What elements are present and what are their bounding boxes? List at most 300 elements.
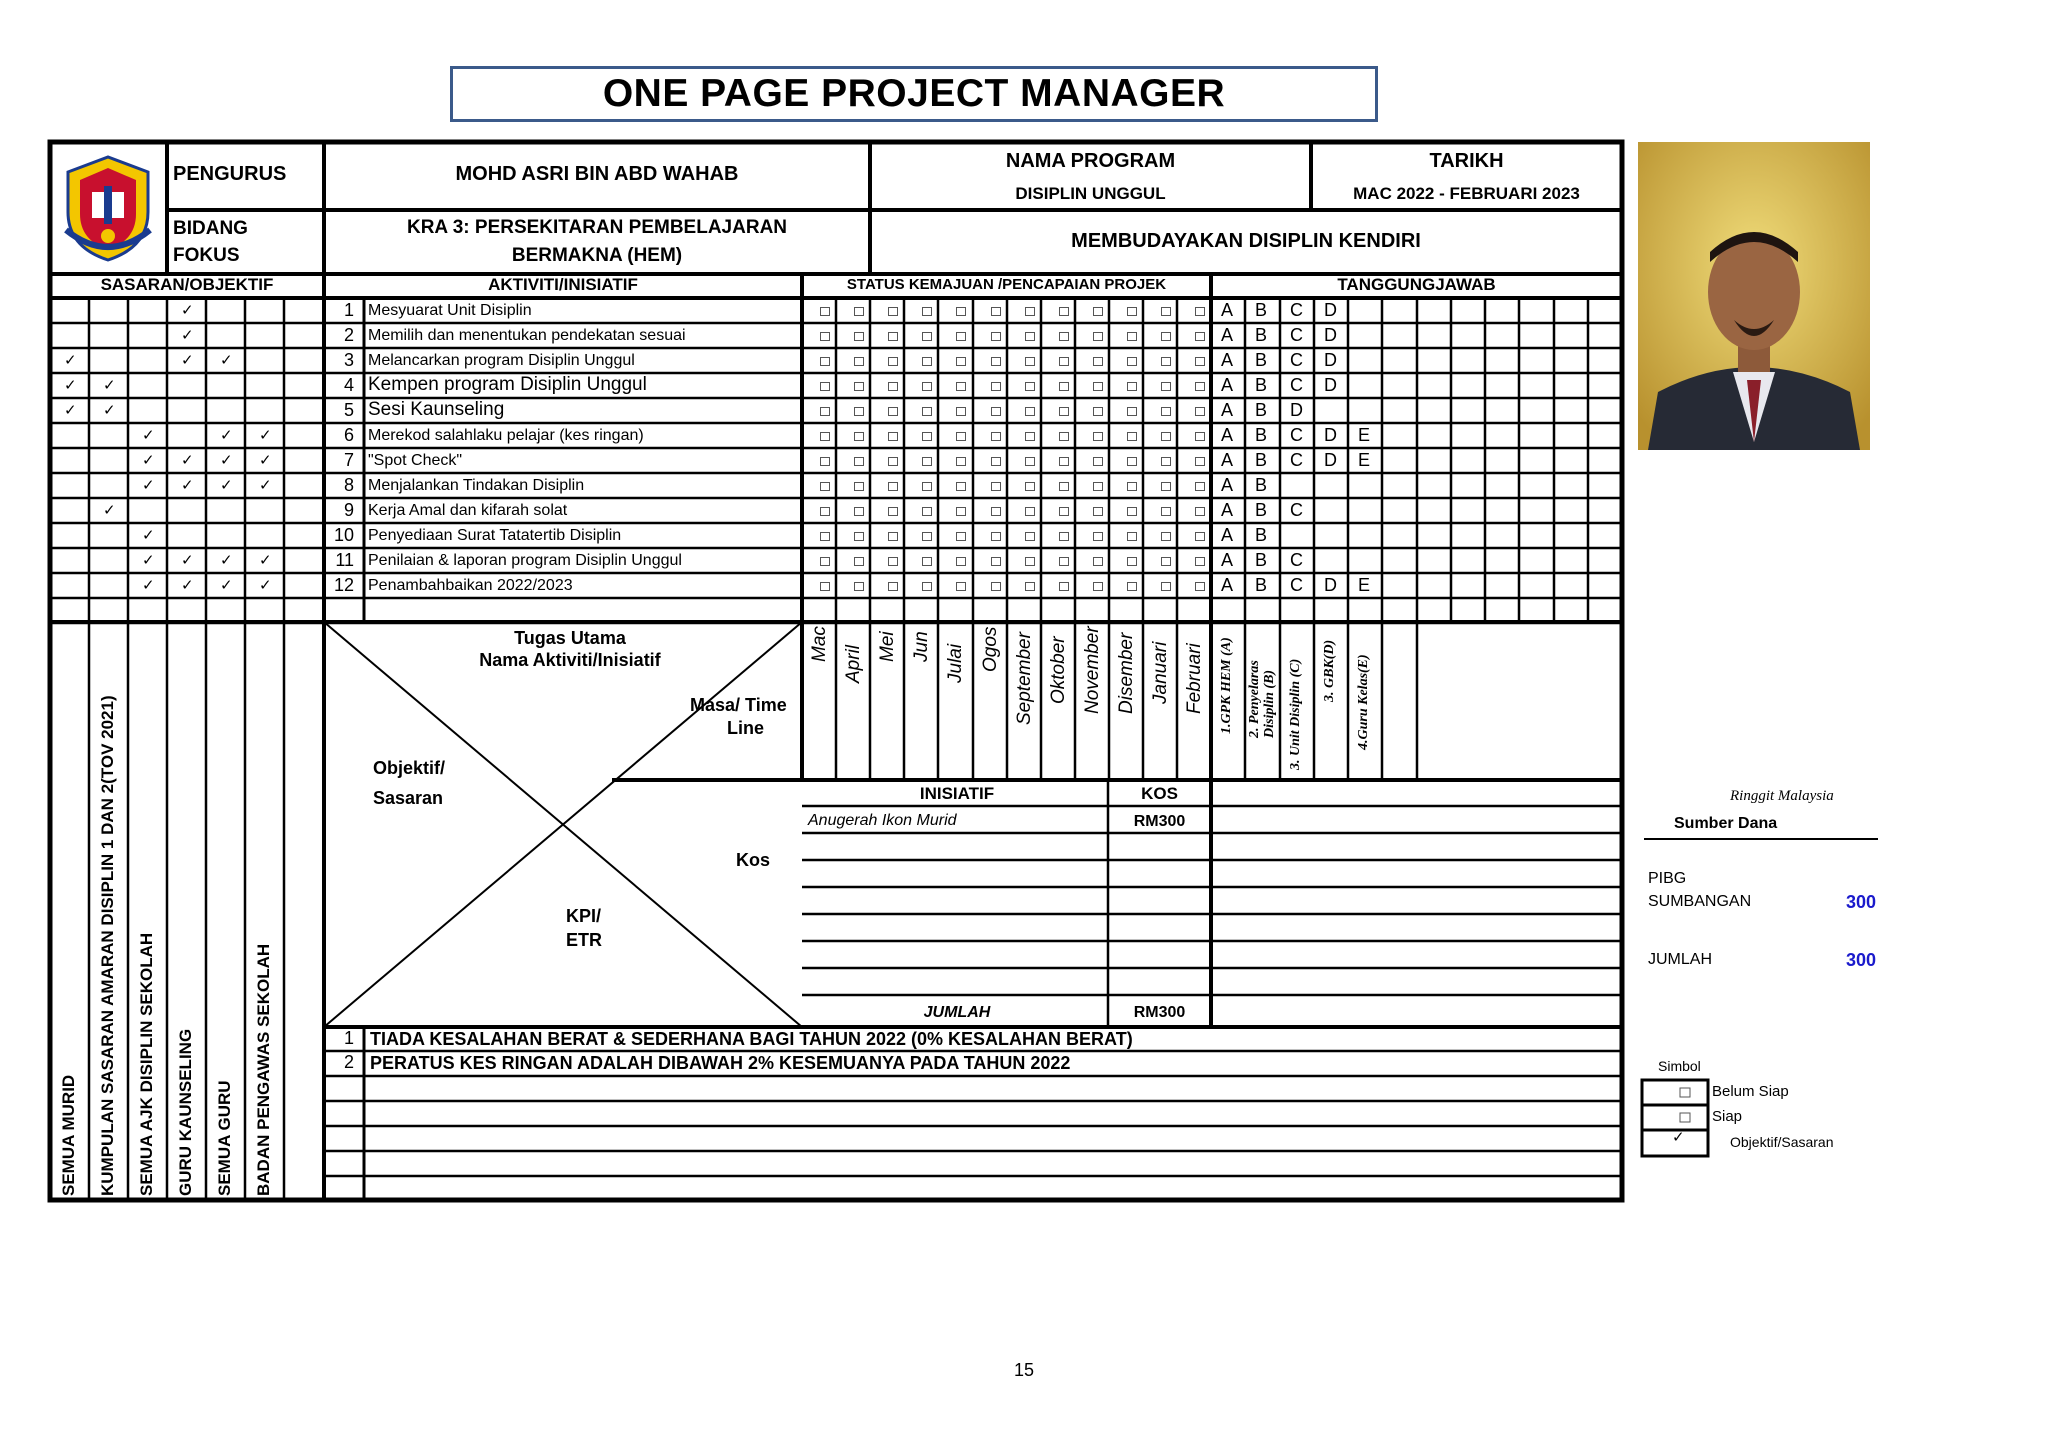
objective-label: BADAN PENGAWAS SEKOLAH	[254, 943, 273, 1196]
status-box	[1195, 332, 1205, 341]
tarikh-label: TARIKH	[1429, 150, 1504, 172]
status-box	[888, 582, 898, 591]
pengurus-value: MOHD ASRI BIN ABD WAHAB	[455, 163, 739, 185]
responsibility-letter: A	[1221, 500, 1234, 520]
status-box	[1059, 332, 1069, 341]
activity-number: 6	[343, 425, 354, 445]
objective-check-icon: ✓	[259, 452, 272, 469]
status-box	[1195, 357, 1205, 366]
legend-belum-siap: Belum Siap	[1712, 1083, 1789, 1100]
objective-check-icon: ✓	[103, 402, 116, 419]
funding-divider	[1644, 838, 1878, 840]
status-box	[922, 307, 932, 316]
status-box	[1161, 557, 1171, 566]
status-box	[1025, 557, 1035, 566]
status-box	[854, 432, 864, 441]
responsibility-letter: D	[1324, 575, 1337, 595]
status-box	[991, 507, 1001, 516]
objective-check-icon: ✓	[220, 352, 233, 369]
objective-label: SEMUA GURU	[215, 1080, 234, 1196]
status-box	[991, 307, 1001, 316]
responsibility-letter: D	[1324, 425, 1337, 445]
month-label: Jun	[911, 630, 932, 662]
status-box	[922, 532, 932, 541]
status-box	[991, 532, 1001, 541]
cost-jumlah-value: RM300	[1133, 1004, 1186, 1021]
objective-check-icon: ✓	[220, 452, 233, 469]
status-box	[1059, 557, 1069, 566]
status-box	[854, 582, 864, 591]
responsibility-letter: E	[1358, 450, 1371, 470]
activity-name: Memilih dan menentukan pendekatan sesuai	[368, 327, 686, 344]
responsibility-letter: A	[1221, 375, 1234, 395]
activity-number: 5	[343, 400, 354, 420]
month-label: Ogos	[980, 626, 1001, 672]
legend-title: Simbol	[1658, 1058, 1701, 1074]
legend-objektif: Objektif/Sasaran	[1730, 1134, 1834, 1150]
school-logo	[58, 152, 158, 264]
status-box	[956, 307, 966, 316]
status-box	[820, 557, 830, 566]
status-box	[1161, 432, 1171, 441]
status-box	[956, 432, 966, 441]
status-box	[888, 482, 898, 491]
objective-check-icon: ✓	[181, 327, 194, 344]
status-box	[1195, 482, 1205, 491]
responsibility-letter: C	[1290, 425, 1303, 445]
month-label: November	[1082, 626, 1103, 714]
status-box	[1127, 332, 1137, 341]
diagram-masa-1: Masa/ Time	[690, 695, 787, 715]
activity-number: 7	[343, 450, 354, 470]
responsibility-letter: E	[1358, 575, 1371, 595]
responsibility-letter: C	[1290, 575, 1303, 595]
status-box	[1025, 407, 1035, 416]
activity-number: 8	[343, 475, 354, 495]
status-box	[1161, 382, 1171, 391]
status-box	[991, 557, 1001, 566]
status-box	[922, 382, 932, 391]
status-box	[1195, 457, 1205, 466]
status-box	[888, 507, 898, 516]
activity-name: Sesi Kaunseling	[368, 399, 505, 420]
status-box	[1025, 507, 1035, 516]
status-box	[1025, 332, 1035, 341]
status-box	[956, 507, 966, 516]
activity-number: 2	[343, 325, 354, 345]
status-box	[922, 357, 932, 366]
status-box	[1093, 307, 1103, 316]
manager-photo	[1638, 142, 1870, 450]
responsibility-label: 3. Unit Disiplin (C)	[1288, 658, 1303, 770]
month-label: Oktober	[1048, 635, 1069, 704]
status-box	[991, 332, 1001, 341]
status-box	[1127, 307, 1137, 316]
status-box	[1195, 507, 1205, 516]
kpi-number: 2	[343, 1052, 354, 1072]
responsibility-letter: B	[1255, 500, 1268, 520]
status-box	[888, 357, 898, 366]
status-box	[854, 557, 864, 566]
status-box	[888, 532, 898, 541]
kpi-text: TIADA KESALAHAN BERAT & SEDERHANA BAGI TAHUN 2022 (0% KESALAHAN BERAT)	[370, 1029, 1133, 1049]
responsibility-letter: C	[1290, 550, 1303, 570]
status-box	[1093, 432, 1103, 441]
status-box	[991, 457, 1001, 466]
status-box	[956, 407, 966, 416]
status-box	[1127, 532, 1137, 541]
status-box	[888, 332, 898, 341]
status-box	[922, 557, 932, 566]
objective-check-icon: ✓	[220, 477, 233, 494]
pengurus-label: PENGURUS	[173, 163, 287, 185]
cost-inisiatif-header: INISIATIF	[919, 784, 995, 803]
objective-check-icon: ✓	[181, 477, 194, 494]
status-box	[1059, 532, 1069, 541]
bidang-label: BIDANG	[173, 218, 248, 239]
status-box	[820, 382, 830, 391]
status-box	[854, 482, 864, 491]
objective-check-icon: ✓	[259, 477, 272, 494]
bidang-value-line2: BERMAKNA (HEM)	[511, 245, 683, 266]
status-box	[1195, 307, 1205, 316]
status-box	[1025, 307, 1035, 316]
status-box	[1195, 382, 1205, 391]
status-box	[1025, 357, 1035, 366]
diagram-objektif-2: Sasaran	[373, 788, 444, 808]
funding-jumlah-label: JUMLAH	[1648, 951, 1713, 968]
responsibility-letter: D	[1324, 375, 1337, 395]
status-box	[820, 407, 830, 416]
status-box	[1025, 432, 1035, 441]
responsibility-letter: B	[1255, 525, 1268, 545]
responsibility-letter: A	[1221, 450, 1234, 470]
objective-check-icon: ✓	[181, 552, 194, 569]
status-box	[1059, 432, 1069, 441]
responsibility-letter: B	[1255, 325, 1268, 345]
status-box	[1093, 507, 1103, 516]
status-box	[820, 532, 830, 541]
status-box	[1025, 382, 1035, 391]
status-box	[1093, 582, 1103, 591]
status-box	[1161, 457, 1171, 466]
objective-check-icon: ✓	[142, 477, 155, 494]
objective-check-icon: ✓	[64, 377, 77, 394]
status-box	[922, 457, 932, 466]
objective-check-icon: ✓	[142, 577, 155, 594]
status-box	[854, 507, 864, 516]
funding-sumbangan-value: 300	[1845, 892, 1876, 912]
responsibility-letter: D	[1290, 400, 1303, 420]
status-box	[922, 582, 932, 591]
responsibility-letter: B	[1255, 550, 1268, 570]
diagram-kpi-2: ETR	[566, 930, 602, 950]
objective-check-icon: ✓	[181, 577, 194, 594]
status-box	[1025, 582, 1035, 591]
diagram-tugas-1: Tugas Utama	[514, 628, 626, 648]
objective-label: KUMPULAN SASARAN AMARAN DISIPLIN 1 DAN 2(TOV 2021)	[98, 695, 117, 1196]
status-box	[820, 432, 830, 441]
responsibility-label: 3. GBK(D)	[1322, 639, 1337, 702]
status-box	[956, 457, 966, 466]
responsibility-letter: A	[1221, 400, 1234, 420]
responsibility-letter: C	[1290, 500, 1303, 520]
objective-check-icon: ✓	[181, 452, 194, 469]
funding-pibg-label: PIBG	[1648, 870, 1687, 887]
responsibility-letter: A	[1221, 300, 1234, 320]
activity-number: 9	[343, 500, 354, 520]
responsibility-letter: D	[1324, 325, 1337, 345]
status-box	[991, 407, 1001, 416]
status-box	[888, 557, 898, 566]
funding-jumlah-value: 300	[1845, 950, 1876, 970]
status-box	[1093, 482, 1103, 491]
status-box	[1093, 357, 1103, 366]
status-box	[1161, 307, 1171, 316]
status-box	[1127, 457, 1137, 466]
status-box	[922, 332, 932, 341]
responsibility-letter: D	[1324, 300, 1337, 320]
objective-check-icon: ✓	[259, 427, 272, 444]
objective-check-icon: ✓	[142, 527, 155, 544]
status-box	[1059, 457, 1069, 466]
tarikh-value: MAC 2022 - FEBRUARI 2023	[1353, 184, 1580, 203]
month-label: Disember	[1116, 632, 1137, 714]
status-box	[1093, 407, 1103, 416]
status-box	[1127, 357, 1137, 366]
responsibility-letter: B	[1255, 300, 1268, 320]
status-box	[922, 507, 932, 516]
status-box	[888, 407, 898, 416]
objective-check-icon: ✓	[64, 402, 77, 419]
bidang-value-line1: KRA 3: PERSEKITARAN PEMBELAJARAN	[406, 217, 788, 238]
nama-program-value: DISIPLIN UNGGUL	[1015, 184, 1166, 203]
status-box	[1025, 532, 1035, 541]
status-box	[1127, 507, 1137, 516]
month-label: September	[1014, 631, 1035, 725]
status-box	[854, 307, 864, 316]
responsibility-letter: D	[1324, 350, 1337, 370]
responsibility-letter: A	[1221, 575, 1234, 595]
status-box	[1093, 557, 1103, 566]
responsibility-letter: C	[1290, 450, 1303, 470]
status-box	[820, 507, 830, 516]
status-box	[1127, 582, 1137, 591]
status-box	[1059, 507, 1069, 516]
activity-number: 1	[343, 300, 354, 320]
status-box	[956, 582, 966, 591]
kpi-text: PERATUS KES RINGAN ADALAH DIBAWAH 2% KESEMUANYA PADA TAHUN 2022	[370, 1053, 1071, 1073]
status-box	[991, 582, 1001, 591]
status-box	[854, 357, 864, 366]
page-title: ONE PAGE PROJECT MANAGER	[450, 66, 1378, 122]
status-box	[854, 332, 864, 341]
diagram-tugas-2: Nama Aktiviti/Inisiatif	[479, 650, 661, 670]
sasaran-header: SASARAN/OBJEKTIF	[100, 275, 274, 294]
activity-name: Penilaian & laporan program Disiplin Unggul	[368, 552, 682, 569]
status-box	[820, 307, 830, 316]
aktiviti-header: AKTIVITI/INISIATIF	[488, 275, 638, 294]
status-box	[956, 382, 966, 391]
status-box	[1127, 557, 1137, 566]
status-box	[854, 457, 864, 466]
objective-check-icon: ✓	[220, 427, 233, 444]
objective-check-icon: ✓	[259, 552, 272, 569]
diagram-kos: Kos	[736, 850, 771, 870]
activity-name: Mesyuarat Unit Disiplin	[368, 302, 532, 319]
diagram-objektif-1: Objektif/	[373, 758, 446, 778]
status-box	[1161, 357, 1171, 366]
status-box	[820, 582, 830, 591]
responsibility-letter: B	[1255, 350, 1268, 370]
status-box	[1059, 307, 1069, 316]
status-box	[888, 382, 898, 391]
status-box	[820, 482, 830, 491]
status-box	[820, 457, 830, 466]
status-box	[1059, 482, 1069, 491]
status-box	[820, 357, 830, 366]
status-box	[1161, 582, 1171, 591]
objective-check-icon: ✓	[103, 502, 116, 519]
cost-item-value: RM300	[1133, 813, 1186, 830]
status-box	[1025, 482, 1035, 491]
status-box	[1195, 407, 1205, 416]
responsibility-letter: B	[1255, 375, 1268, 395]
responsibility-letter: B	[1255, 575, 1268, 595]
status-box	[1093, 532, 1103, 541]
status-box	[854, 382, 864, 391]
activity-number: 10	[333, 525, 354, 545]
month-label: April	[843, 644, 864, 683]
legend-boxes	[1640, 1078, 1710, 1158]
objective-check-icon: ✓	[220, 577, 233, 594]
fokus-label: FOKUS	[173, 245, 240, 266]
responsibility-letter: A	[1221, 550, 1234, 570]
status-box	[1195, 557, 1205, 566]
activity-number: 11	[335, 550, 354, 570]
activity-name: Kempen program Disiplin Unggul	[368, 374, 647, 395]
status-box	[1161, 332, 1171, 341]
status-box	[956, 482, 966, 491]
activity-name: Melancarkan program Disiplin Unggul	[368, 352, 635, 369]
status-box	[1161, 532, 1171, 541]
responsibility-letter: A	[1221, 425, 1234, 445]
objective-check-icon: ✓	[142, 427, 155, 444]
activity-name: Merekod salahlaku pelajar (kes ringan)	[368, 427, 644, 444]
status-box	[922, 432, 932, 441]
responsibility-letter: B	[1255, 400, 1268, 420]
status-box	[1161, 407, 1171, 416]
activity-number: 3	[343, 350, 354, 370]
status-box	[1127, 382, 1137, 391]
responsibility-label: 4.Guru Kelas(E)	[1356, 654, 1371, 750]
status-box	[1059, 357, 1069, 366]
legend-siap: Siap	[1712, 1108, 1743, 1125]
status-box	[956, 532, 966, 541]
status-box	[888, 432, 898, 441]
status-box	[956, 332, 966, 341]
funding-sumbangan-label: SUMBANGAN	[1648, 893, 1752, 910]
status-box	[1025, 457, 1035, 466]
month-label: Januari	[1150, 641, 1171, 704]
responsibility-letter: C	[1290, 375, 1303, 395]
status-box	[888, 307, 898, 316]
status-box	[888, 457, 898, 466]
responsibility-letter: B	[1255, 475, 1268, 495]
responsibility-label: 1.GPK HEM (A)	[1219, 637, 1234, 734]
status-box	[991, 382, 1001, 391]
status-box	[922, 482, 932, 491]
activity-name: Penambahbaikan 2022/2023	[368, 577, 573, 594]
month-label: Julai	[945, 643, 966, 683]
focus-value: MEMBUDAYAKAN DISIPLIN KENDIRI	[1071, 230, 1421, 252]
status-box	[1195, 532, 1205, 541]
objective-check-icon: ✓	[181, 302, 194, 319]
status-box	[1195, 432, 1205, 441]
responsibility-letter: C	[1290, 325, 1303, 345]
status-box	[922, 407, 932, 416]
responsibility-letter: C	[1290, 350, 1303, 370]
responsibility-label: 2. Penyelaras Disiplin (B)	[1247, 660, 1277, 738]
status-box	[1127, 407, 1137, 416]
kpi-number: 1	[343, 1028, 354, 1048]
status-box	[991, 357, 1001, 366]
status-box	[956, 557, 966, 566]
diagram-masa-2: Line	[727, 718, 765, 738]
activity-name: Penyediaan Surat Tatatertib Disiplin	[368, 527, 622, 544]
status-box	[956, 357, 966, 366]
status-box	[991, 432, 1001, 441]
status-box	[1059, 407, 1069, 416]
activity-number: 4	[343, 375, 354, 395]
status-box	[1093, 457, 1103, 466]
month-label: Mac	[809, 625, 830, 662]
status-box	[854, 532, 864, 541]
tanggungjawab-header: TANGGUNGJAWAB	[1337, 275, 1496, 294]
status-box	[1161, 482, 1171, 491]
status-box	[854, 407, 864, 416]
activity-name: Menjalankan Tindakan Disiplin	[368, 477, 585, 494]
status-box	[1195, 582, 1205, 591]
objective-label: SEMUA MURID	[59, 1074, 78, 1196]
activity-name: "Spot Check"	[368, 452, 463, 469]
objective-label: SEMUA AJK DISIPLIN SEKOLAH	[137, 932, 156, 1196]
objective-check-icon: ✓	[220, 552, 233, 569]
nama-program-label: NAMA PROGRAM	[1005, 150, 1176, 172]
status-box	[1127, 482, 1137, 491]
month-label: Februari	[1184, 643, 1205, 714]
status-header: STATUS KEMAJUAN /PENCAPAIAN PROJEK	[846, 276, 1167, 293]
status-box	[1093, 382, 1103, 391]
objective-check-icon: ✓	[181, 352, 194, 369]
funding-currency-note: Ringgit Malaysia	[1730, 788, 1834, 804]
responsibility-letter: A	[1221, 475, 1234, 495]
diagram-kpi-1: KPI/	[566, 906, 602, 926]
month-label: Mei	[877, 630, 898, 662]
status-box	[820, 332, 830, 341]
activity-name: Kerja Amal dan kifarah solat	[368, 502, 568, 519]
status-box	[1059, 382, 1069, 391]
objective-check-icon: ✓	[259, 577, 272, 594]
cost-jumlah-label: JUMLAH	[923, 1004, 991, 1021]
responsibility-letter: C	[1290, 300, 1303, 320]
cost-kos-header: KOS	[1141, 784, 1178, 803]
status-box	[1093, 332, 1103, 341]
responsibility-letter: B	[1255, 425, 1268, 445]
objective-check-icon: ✓	[103, 377, 116, 394]
responsibility-letter: A	[1221, 350, 1234, 370]
responsibility-letter: D	[1324, 450, 1337, 470]
